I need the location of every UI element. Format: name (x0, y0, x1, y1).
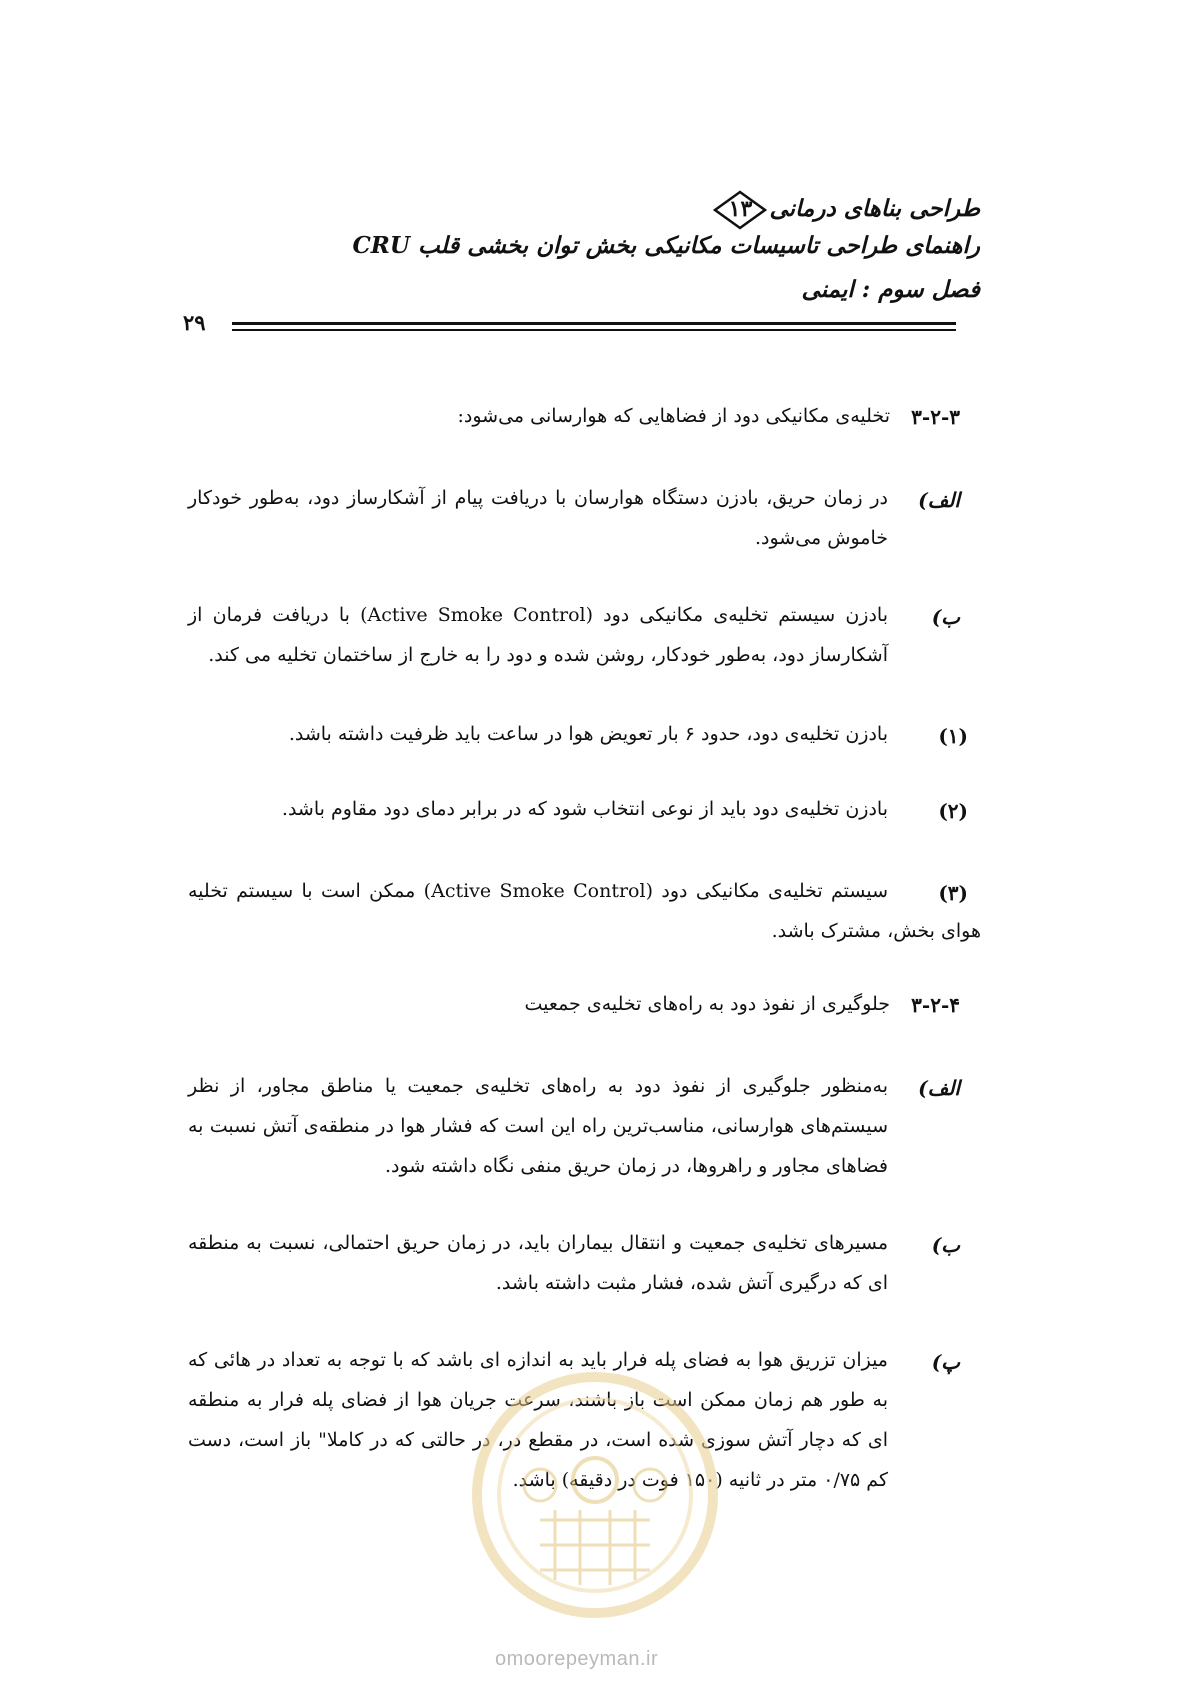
subitem-label: (۲) (938, 799, 968, 823)
page-number: ۲۹ (183, 310, 206, 335)
chapter-badge-number: ۱۳ (728, 196, 753, 222)
item-label: پ) (931, 1350, 960, 1374)
section-title: جلوگیری از نفوذ دود به راه‌های تخلیه‌ی جمعیت (524, 993, 890, 1015)
item-label: الف) (918, 1076, 960, 1100)
item-text: میزان تزریق هوا به فضای پله فرار باید به اندازه ای باشد که با توجه به تعداد در هائی که به طور هم زمان ممکن است باز باشند، سرعت جریان هوا از فضای پله فرار به منطقه ای که دچار آتش سوزی شده است، در مقطع در، در حالتی که در کاملا" باز است، دست کم ۰/۷۵ متر در ثانیه (۱۵۰ فوت در دقیقه) باشد. (188, 1349, 888, 1491)
header-subtitle: راهنمای طراحی تاسیسات مکانیکی بخش توان بخشی قلب CRU (352, 232, 980, 259)
subitem-label: (۳) (938, 881, 968, 905)
item-label: الف) (918, 488, 960, 512)
item-text: در زمان حریق، بادزن دستگاه هوارسان با دریافت پیام از آشکارساز دود، به‌طور خودکار خاموش می‌شود. (188, 487, 888, 549)
header-rule-thin (232, 329, 956, 331)
item-label: ب) (931, 605, 960, 629)
watermark-seal (470, 1370, 720, 1620)
subitem-text: بادزن تخلیه‌ی دود باید از نوعی انتخاب شود که در برابر دمای دود مقاوم باشد. (281, 798, 888, 820)
item-text: مسیرهای تخلیه‌ی جمعیت و انتقال بیماران باید، در زمان حریق احتمالی، نسبت به منطقه ای که درگیری آتش شده، فشار مثبت داشته باشد. (188, 1232, 888, 1294)
item-label: ب) (931, 1233, 960, 1257)
subitem-text: سیستم تخلیه‌ی مکانیکی دود (Active Smoke Control) ممکن است با سیستم تخلیه هوای بخش، مشترک باشد. (188, 880, 981, 942)
item-text: بادزن سیستم تخلیه‌ی مکانیکی دود (Active Smoke Control) با دریافت فرمان از آشکارساز دود، به‌طور خودکار، روشن شده و دود را به خارج از ساختمان تخلیه می کند. (188, 604, 888, 666)
section-number: ۳-۲-۳ (911, 405, 960, 429)
header-series-title: طراحی بناهای درمانی (769, 195, 980, 222)
header-title-line (711, 190, 980, 230)
chapter-badge (713, 190, 767, 230)
section-title: تخلیه‌ی مکانیکی دود از فضاهایی که هوارسانی می‌شود: (457, 405, 890, 427)
subitem-text: بادزن تخلیه‌ی دود، حدود ۶ بار تعویض هوا در ساعت باید ظرفیت داشته باشد. (288, 723, 888, 745)
header-rule-thick (232, 322, 956, 325)
header-chapter: فصل سوم : ایمنی (801, 276, 980, 303)
section-number: ۳-۲-۴ (911, 993, 960, 1017)
item-text: به‌منظور جلوگیری از نفوذ دود به راه‌های تخلیه‌ی جمعیت یا مناطق مجاور، از نظر سیستم‌های هوارسانی، مناسب‌ترین راه این است که فشار هوا در منطقه‌ی آتش نسبت به فضاهای مجاور و راهروها، در زمان حریق منفی نگاه داشته شود. (188, 1075, 888, 1177)
watermark-url: omoorepeyman.ir (495, 1648, 659, 1670)
subitem-label: (۱) (938, 724, 968, 748)
